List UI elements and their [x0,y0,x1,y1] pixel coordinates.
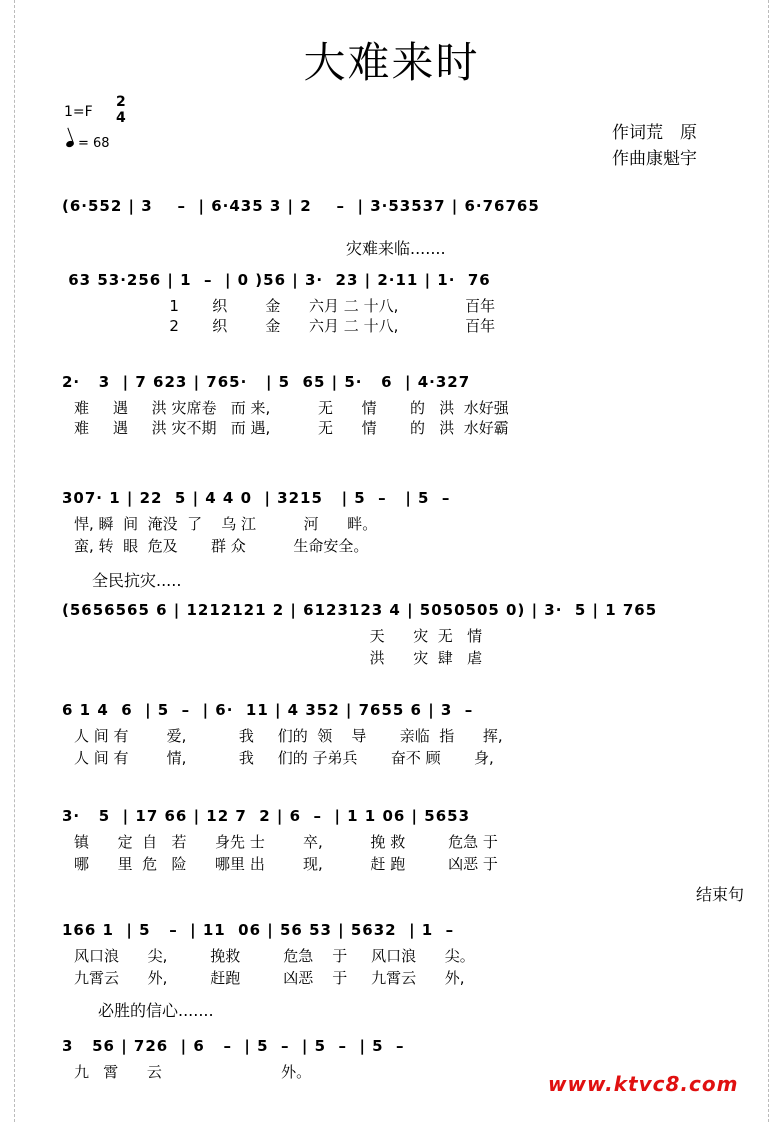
lyrics-verse-2: 2 织 金 六月 二 十八, 百年 [74,317,496,335]
cue-text: 全民抗灾..... [92,571,182,590]
lyrics-verse-1: 悍, 瞬 间 淹没 了 乌 江 河 畔。 [74,515,378,533]
tempo-marking [66,136,110,151]
lyrics-verse-2: 洪 灾 肆 虐 [74,649,483,667]
key-signature: 1=F [64,104,93,120]
notation-line: 3 56 | 726 | 6 – | 5 – | 5 – | 5 – [62,1037,405,1055]
system-3 [62,370,728,394]
notation-line: 166 1 | 5 – | 11 06 | 56 53 | 5632 | 1 – [62,921,455,939]
lyrics-verse-1: 人 间 有 爱, 我 们的 领 导 亲临 指 挥, [74,727,503,745]
site-watermark: www.ktvc8.com [548,1072,739,1096]
system-5 [62,598,728,622]
system-8 [62,918,728,942]
song-title: 大难来时 [303,38,480,87]
left-margin-strip [0,0,15,1122]
notation-line: (5656565 6 | 1212121 2 | 6123123 4 | 5050505 0) | 3· 5 | 1 765 [62,601,658,619]
lyrics-verse-2: 难 遇 洪 灾不期 而 遇, 无 情 的 洪 水好霸 [74,419,509,437]
tempo-value: = 68 [78,136,110,151]
lyrics-verse-1: 天 灾 无 情 [74,627,483,645]
notation-line: 2· 3 | 7 623 | 765· | 5 65 | 5· 6 | 4·327 [62,373,471,391]
lyrics-verse-1: 镇 定 自 若 身先 士 卒, 挽 救 危急 于 [74,833,498,851]
notation-line: 63 53·256 | 1 – | 0 )56 | 3· 23 | 2·11 | 1· 76 [62,271,491,289]
time-top: 2 [116,94,126,110]
lyrics-verse-2: 蛮, 转 眼 危及 群 众 生命安全。 [74,537,369,555]
notation-line: 307· 1 | 22 5 | 4 4 0 | 3215 | 5 – | 5 – [62,489,451,507]
cue-text: 灾难来临....... [346,239,446,258]
right-margin-strip [768,0,783,1122]
system-1 [62,194,728,218]
quarter-note-icon [65,140,75,148]
lyrics-verse-2: 人 间 有 情, 我 们的 子弟兵 奋不 顾 身, [74,749,494,767]
time-bottom: 4 [116,110,126,126]
cue-text: 必胜的信心....... [98,1001,214,1020]
system-4 [62,486,728,510]
lyrics-verse-1: 风口浪 尖, 挽救 危急 于 风口浪 尖。 [74,947,475,965]
system-2 [62,268,728,292]
composer-credit: 作曲康魁宇 [612,149,697,169]
lyrics-verse-2: 哪 里 危 险 哪里 出 现, 赶 跑 凶恶 于 [74,855,498,873]
cue-ending: 结束句 [696,885,745,904]
system-7 [62,804,728,828]
lyrics-verse-2: 九霄云 外, 赶跑 凶恶 于 九霄云 外, [74,969,465,987]
notation-line: 3· 5 | 17 66 | 12 7 2 | 6 – | 1 1 06 | 5653 [62,807,471,825]
lyricist-credit: 作词荒 原 [612,123,697,143]
notation-line: (6·552 | 3 – | 6·435 3 | 2 – | 3·53537 | 6·76765 [62,197,540,215]
system-9 [62,1034,728,1058]
system-6 [62,698,728,722]
lyrics-verse-1: 1 织 金 六月 二 十八, 百年 [74,297,496,315]
lyrics-verse-1: 难 遇 洪 灾席卷 而 来, 无 情 的 洪 水好强 [74,399,509,417]
lyrics-verse-1: 九 霄 云 外。 [74,1063,312,1081]
notation-line: 6 1 4 6 | 5 – | 6· 11 | 4 352 | 7655 6 | 3 – [62,701,474,719]
time-signature [116,94,126,126]
